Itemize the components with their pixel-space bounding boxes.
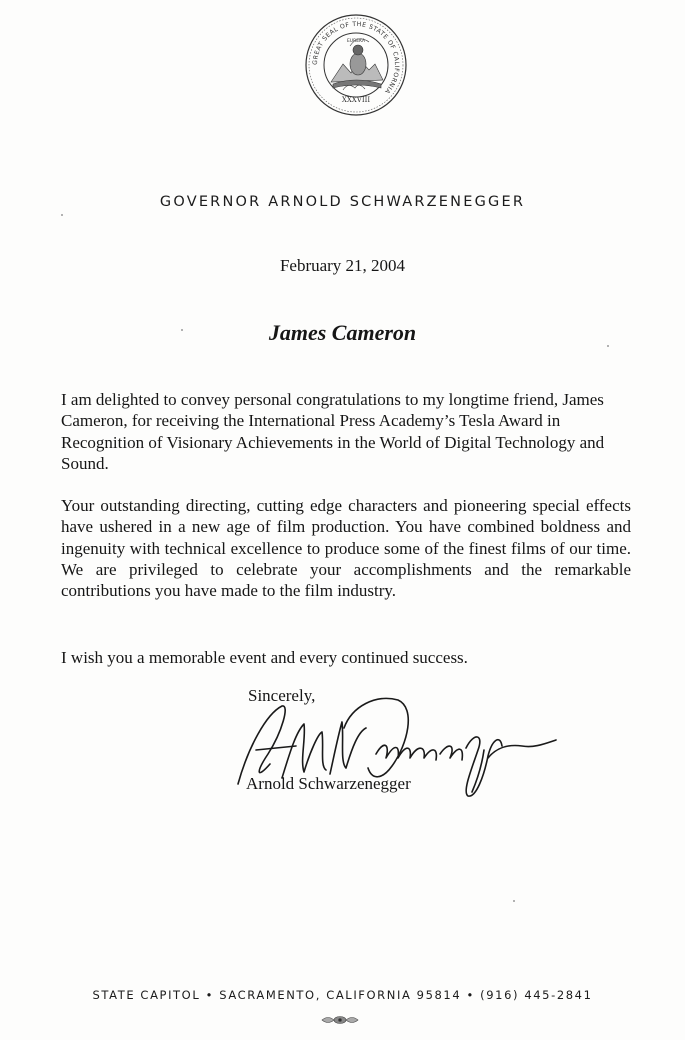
paper-speck <box>513 900 515 902</box>
paper-speck <box>61 214 63 216</box>
signature-text: Arnold Schwarzenegger <box>26 488 36 489</box>
paper-speck <box>607 345 609 347</box>
closing: Sincerely, <box>248 686 316 705</box>
paper-speck <box>181 329 183 331</box>
body-paragraph-1: I am delighted to convey personal congratulations to my longtime friend, James Cameron, for receiving the International Press Academy’s Tesla Award in Recognition of Visionary Achievements in the World of Digital Technology and Sound. <box>61 390 605 473</box>
signer-name: Arnold Schwarzenegger <box>246 774 411 793</box>
seal-numeral: XXXVIII <box>341 96 371 104</box>
letterhead-title: GOVERNOR ARNOLD SCHWARZENEGGER <box>159 194 526 210</box>
recipient-name: James Cameron <box>268 320 417 345</box>
state-seal-icon <box>303 12 409 118</box>
body-paragraph-2: Your outstanding directing, cutting edge characters and pioneering special effects have ushered in a new age of film production. You have combined boldness and ingenuity with technical excellence to produce some of the finest films of our time. We are privileged to celebrate your accomplishments and the remarkable contributions you have made to the film industry. <box>61 496 631 601</box>
body-paragraph-3: I wish you a memorable event and every continued success. <box>61 648 468 667</box>
footer-address: STATE CAPITOL • SACRAMENTO, CALIFORNIA 95814 • (916) 445-2841 <box>92 988 593 1002</box>
seal-ring-text: GREAT SEAL OF THE STATE OF CALIFORNIA <box>311 20 401 95</box>
letter-date: February 21, 2004 <box>279 256 406 275</box>
seal-motto: EUREKA <box>346 39 366 44</box>
footer-ornament-icon <box>318 1013 362 1027</box>
